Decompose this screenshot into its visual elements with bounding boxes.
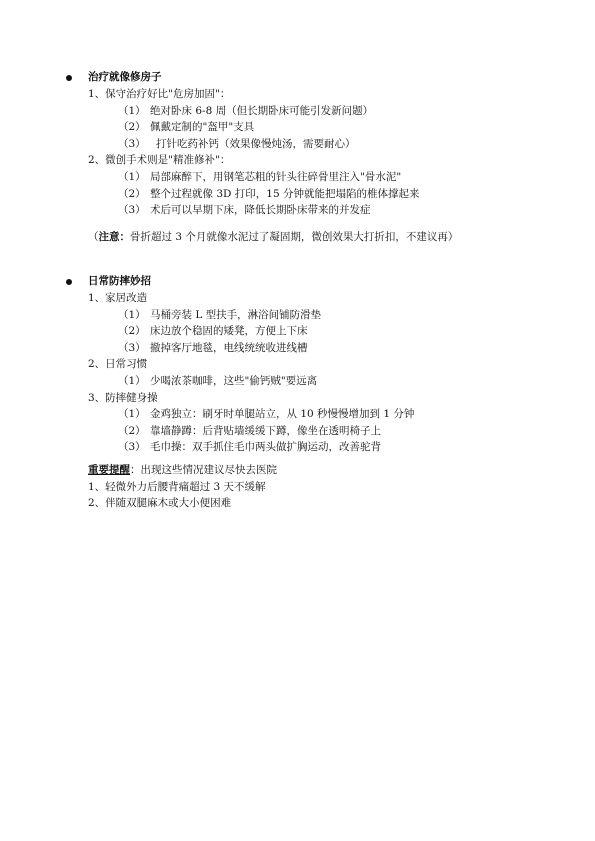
item-number: （1） — [118, 374, 146, 387]
list-item — [66, 103, 526, 120]
item-number: （2） — [118, 424, 146, 437]
list-item — [66, 373, 526, 390]
section-heading-text: 治疗就像修房子 — [88, 71, 162, 84]
list-item — [66, 423, 526, 440]
list-item — [66, 186, 526, 203]
section-heading-text: 日常防摔妙招 — [88, 275, 151, 288]
group-title: 3、防摔健身操 — [88, 391, 158, 404]
list-item — [66, 406, 526, 423]
item-number: （3） — [118, 441, 146, 454]
item-number: （3） — [118, 137, 146, 150]
item-number: （2） — [118, 325, 146, 338]
reminder-line — [88, 462, 508, 479]
list-item — [66, 119, 526, 136]
section-heading — [66, 273, 526, 290]
item-number: （3） — [118, 204, 146, 217]
list-item — [66, 340, 526, 357]
list-item — [66, 136, 526, 153]
group-title: 1、家居改造 — [88, 292, 148, 304]
item-text: 撤掉客厅地毯，电线统统收进线槽 — [150, 341, 308, 354]
item-text: 局部麻醉下，用钢笔芯粗的针头往碎骨里注入"骨水泥" — [150, 170, 402, 183]
item-text: 打针吃药补钙（效果像慢炖汤，需要耐心） — [156, 137, 356, 150]
section-heading — [66, 69, 526, 86]
item-text: 绝对卧床 6-8 周（但长期卧床可能引发新问题） — [150, 104, 374, 117]
item-text: 整个过程就像 3D 打印，15 分钟就能把塌陷的椎体撑起来 — [150, 187, 420, 200]
note-text: 骨折超过 3 个月就像水泥过了凝固期，微创效果大打折扣，不建议再） — [130, 231, 459, 243]
item-text: 马桶旁装 L 型扶手，淋浴间铺防滑垫 — [150, 308, 322, 321]
item-number: （1） — [118, 170, 146, 183]
item-text: 佩戴定制的"盔甲"支具 — [150, 121, 255, 134]
list-item — [66, 307, 526, 324]
bullet-icon — [66, 75, 72, 81]
reminder-intro: ：出现这些情况建议尽快去医院 — [130, 464, 277, 476]
item-text: 金鸡独立：刷牙时单腿站立，从 10 秒慢慢增加到 1 分钟 — [150, 408, 415, 421]
important-reminder — [88, 462, 508, 512]
note-paragraph — [88, 229, 512, 246]
note-open-paren: （ — [88, 231, 99, 243]
group-title: 1、保守治疗好比"危房加固"： — [88, 88, 231, 100]
item-text: 靠墙静蹲：后背贴墙缓缓下蹲，像坐在透明椅子上 — [150, 424, 381, 437]
item-number: （2） — [118, 187, 146, 200]
reminder-title: 重要提醒 — [88, 464, 130, 476]
item-number: （2） — [118, 121, 146, 134]
item-text: 少喝浓茶咖啡，这些"偷钙贼"要远离 — [150, 374, 318, 387]
list-item — [66, 323, 526, 340]
bullet-icon — [66, 279, 72, 285]
reminder-item: 1、轻微外力后腰背痛超过 3 天不缓解 — [88, 480, 266, 493]
group-title: 2、日常习惯 — [88, 358, 148, 371]
item-number: （3） — [118, 341, 146, 354]
item-text: 毛巾操：双手抓住毛巾两头做扩胸运动，改善驼背 — [150, 441, 381, 454]
reminder-item: 2、伴随双腿麻木或大小便困难 — [88, 497, 232, 510]
item-text: 术后可以早期下床，降低长期卧床带来的并发症 — [150, 204, 371, 217]
group-title: 2、微创手术则是"精准修补"： — [88, 154, 231, 167]
section-treatment — [66, 69, 526, 219]
list-item — [66, 439, 526, 456]
list-item — [66, 202, 526, 219]
section-fall-prevention — [66, 273, 526, 456]
item-number: （1） — [118, 308, 146, 321]
item-text: 床边放个稳固的矮凳，方便上下床 — [150, 325, 308, 338]
note-label: 注意： — [98, 231, 130, 243]
list-item — [66, 169, 526, 186]
item-number: （1） — [118, 408, 146, 421]
item-number: （1） — [118, 104, 146, 117]
